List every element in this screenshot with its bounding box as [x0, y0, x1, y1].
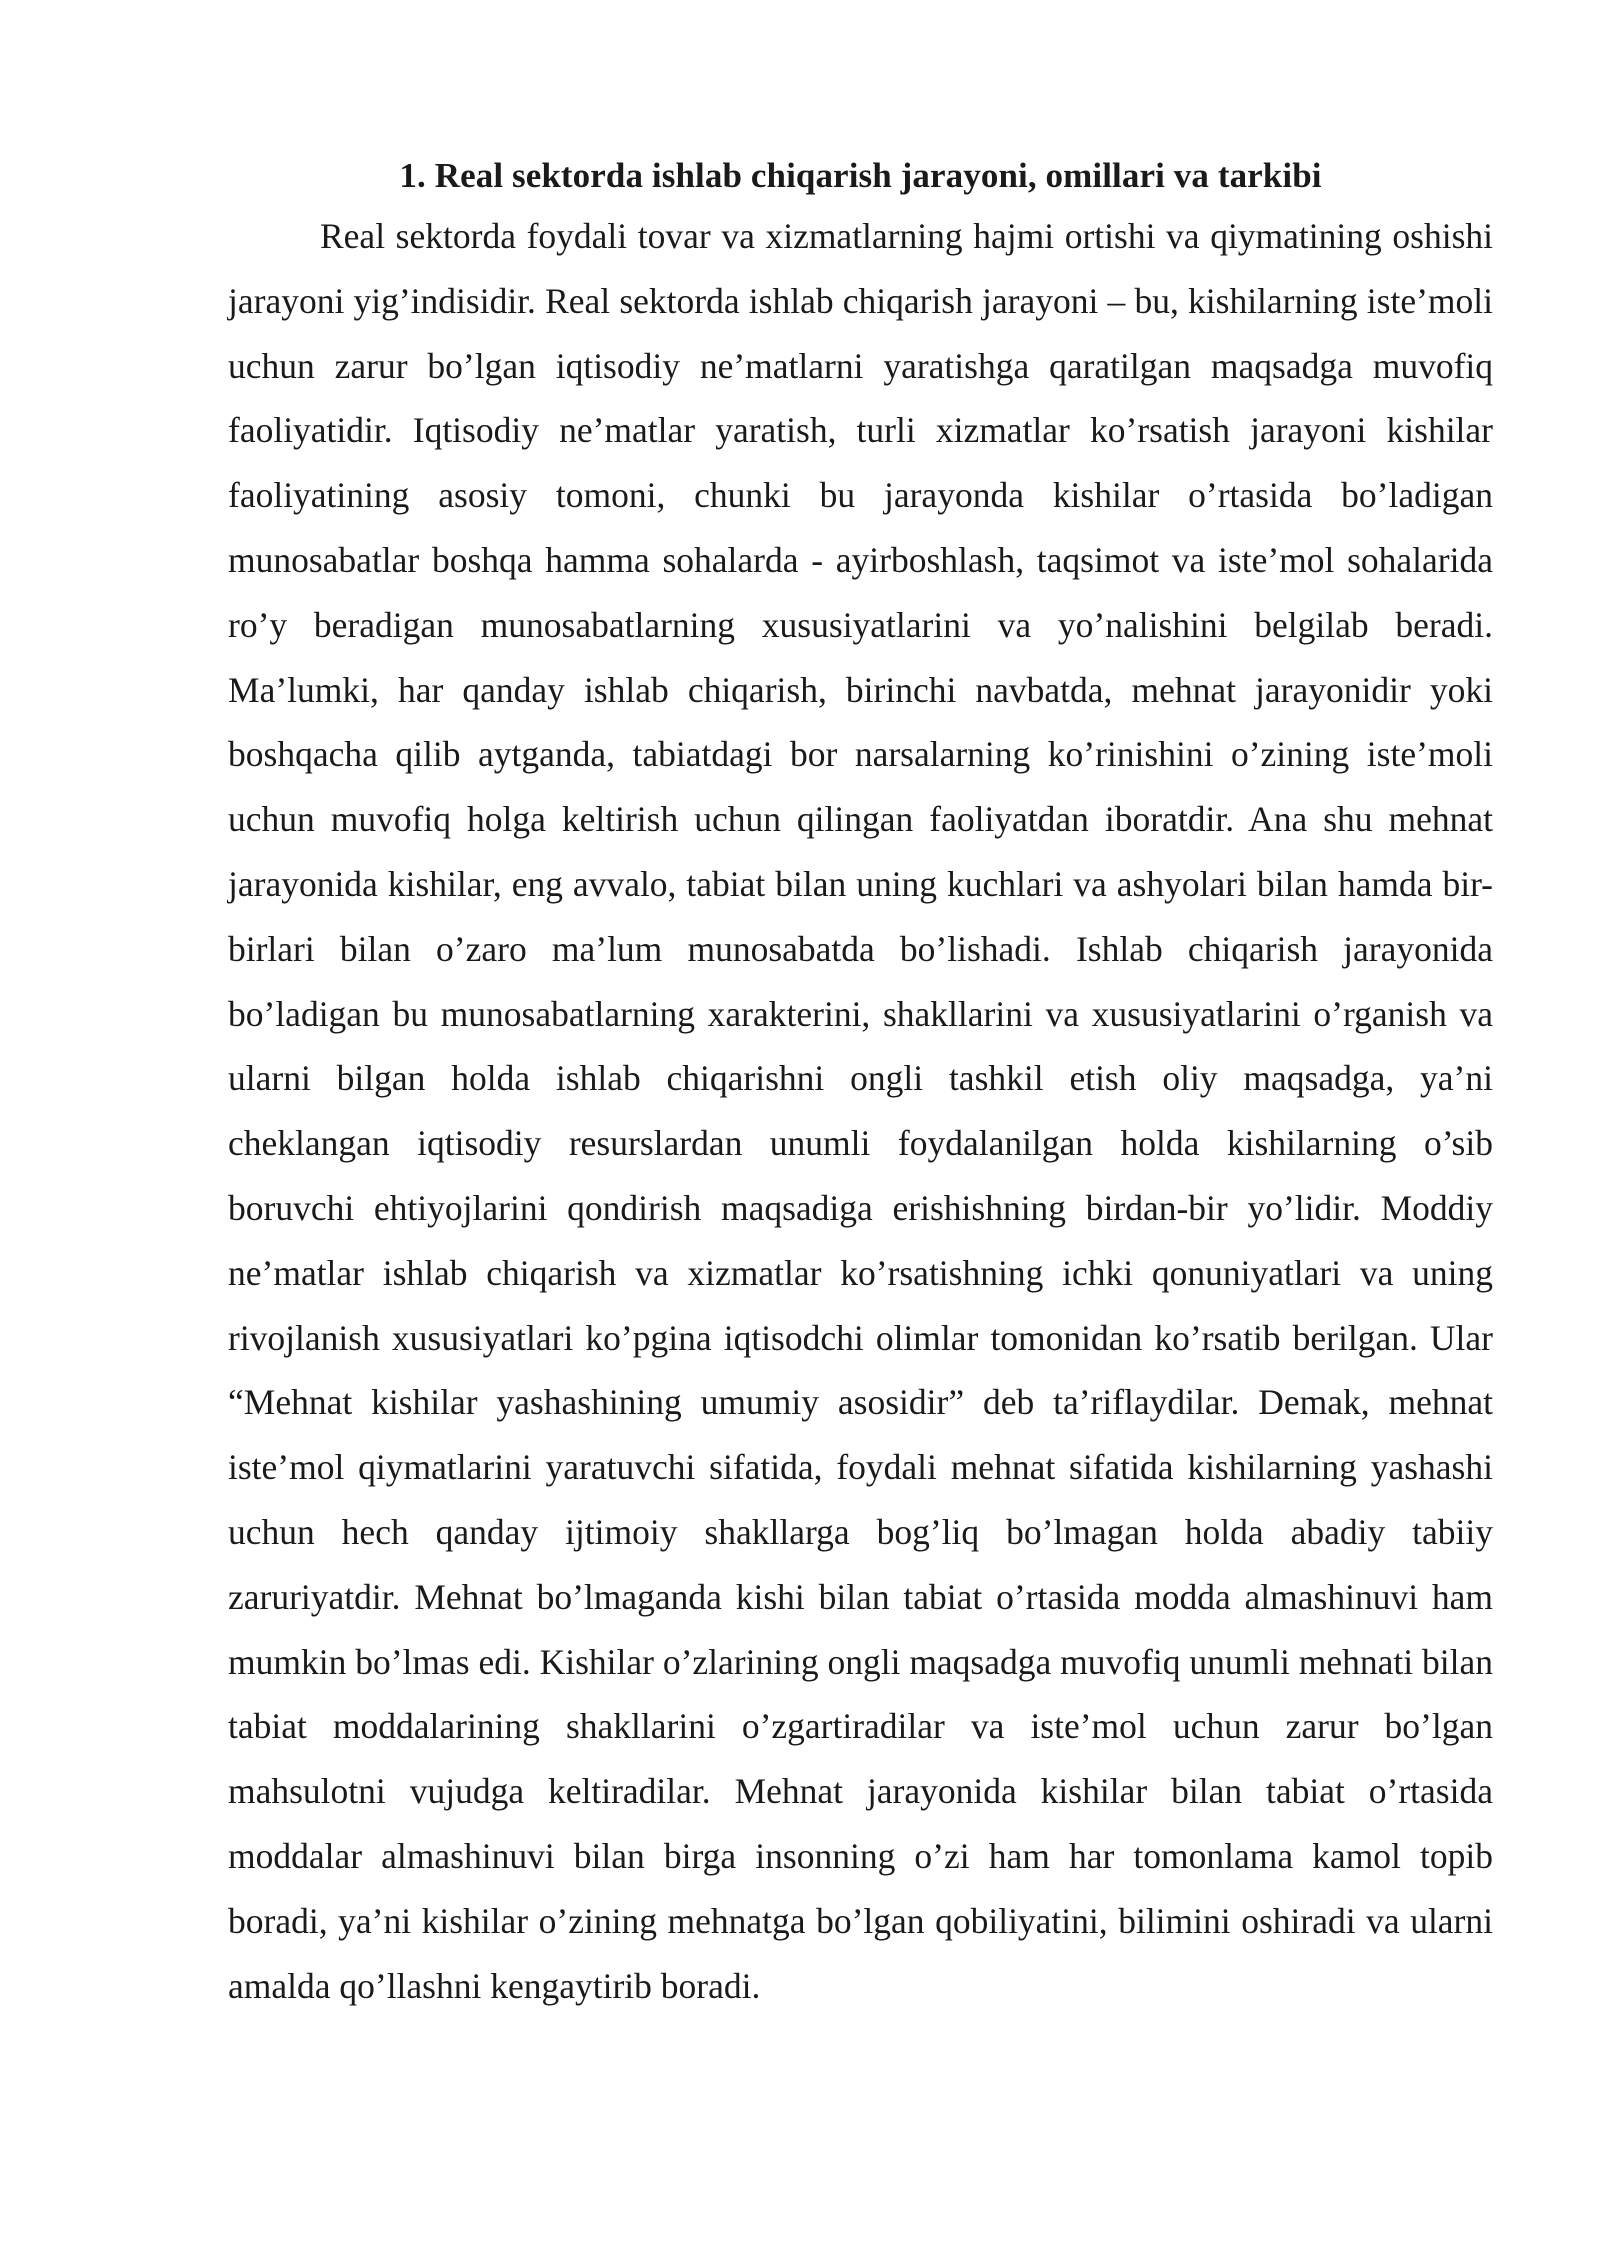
section-heading: 1. Real sektorda ishlab chiqarish jarayoni, omillari va tarkibi	[399, 156, 1322, 195]
page-content	[228, 148, 1493, 2018]
body-paragraph: Real sektorda foydali tovar va xizmatlarning hajmi ortishi va qiymatining oshishi jarayoni yig’indisidir. Real sektorda ishlab chiqarish jarayoni – bu, kishilarning iste’moli uchun zarur bo’lgan iqtisodiy ne’matlarni yaratishga qaratilgan maqsadga muvofiq faoliyatidir. Iqtisodiy ne’matlar yaratish, turli xizmatlar ko’rsatish jarayoni kishilar faoliyatining asosiy tomoni, chunki bu jarayonda kishilar o’rtasida bo’ladigan munosabatlar boshqa hamma sohalarda - ayirboshlash, taqsimot va iste’mol sohalarida ro’y beradigan munosabatlarning xususiyatlarini va yo’nalishini belgilab beradi. Ma’lumki, har qanday ishlab chiqarish, birinchi navbatda, mehnat jarayonidir yoki boshqacha qilib aytganda, tabiatdagi bor narsalarning ko’rinishini o’zining iste’moli uchun muvofiq holga keltirish uchun qilingan faoliyatdan iboratdir. Ana shu mehnat jarayonida kishilar, eng avvalo, tabiat bilan uning kuchlari va ashyolari bilan hamda bir-birlari bilan o’zaro ma’lum munosabatda bo’lishadi. Ishlab chiqarish jarayonida bo’ladigan bu munosabatlarning xarakterini, shakllarini va xususiyatlarini o’rganish va ularni bilgan holda ishlab chiqarishni ongli tashkil etish oliy maqsadga, ya’ni cheklangan iqtisodiy resurslardan unumli foydalanilgan holda kishilarning o’sib boruvchi ehtiyojlarini qondirish maqsadiga erishishning birdan-bir yo’lidir. Moddiy ne’matlar ishlab chiqarish va xizmatlar ko’rsatishning ichki qonuniyatlari va uning rivojlanish xususiyatlari ko’pgina iqtisodchi olimlar tomonidan ko’rsatib berilgan. Ular “Mehnat kishilar yashashining umumiy asosidir” deb ta’riflaydilar. Demak, mehnat iste’mol qiymatlarini yaratuvchi sifatida, foydali mehnat sifatida kishilarning yashashi uchun hech qanday ijtimoiy shakllarga bog’liq bo’lmagan holda abadiy tabiiy zaruriyatdir. Mehnat bo’lmaganda kishi bilan tabiat o’rtasida modda almashinuvi ham mumkin bo’lmas edi. Kishilar o’zlarining ongli maqsadga muvofiq unumli mehnati bilan tabiat moddalarining shakllarini o’zgartiradilar va iste’mol uchun zarur bo’lgan mahsulotni vujudga keltiradilar. Mehnat jarayonida kishilar bilan tabiat o’rtasida moddalar almashinuvi bilan birga insonning o’zi ham har tomonlama kamol topib boradi, ya’ni kishilar o’zining mehnatga bo’lgan qobiliyatini, bilimini oshiradi va ularni amalda qo’llashni kengaytirib boradi.	[228, 216, 1493, 2006]
